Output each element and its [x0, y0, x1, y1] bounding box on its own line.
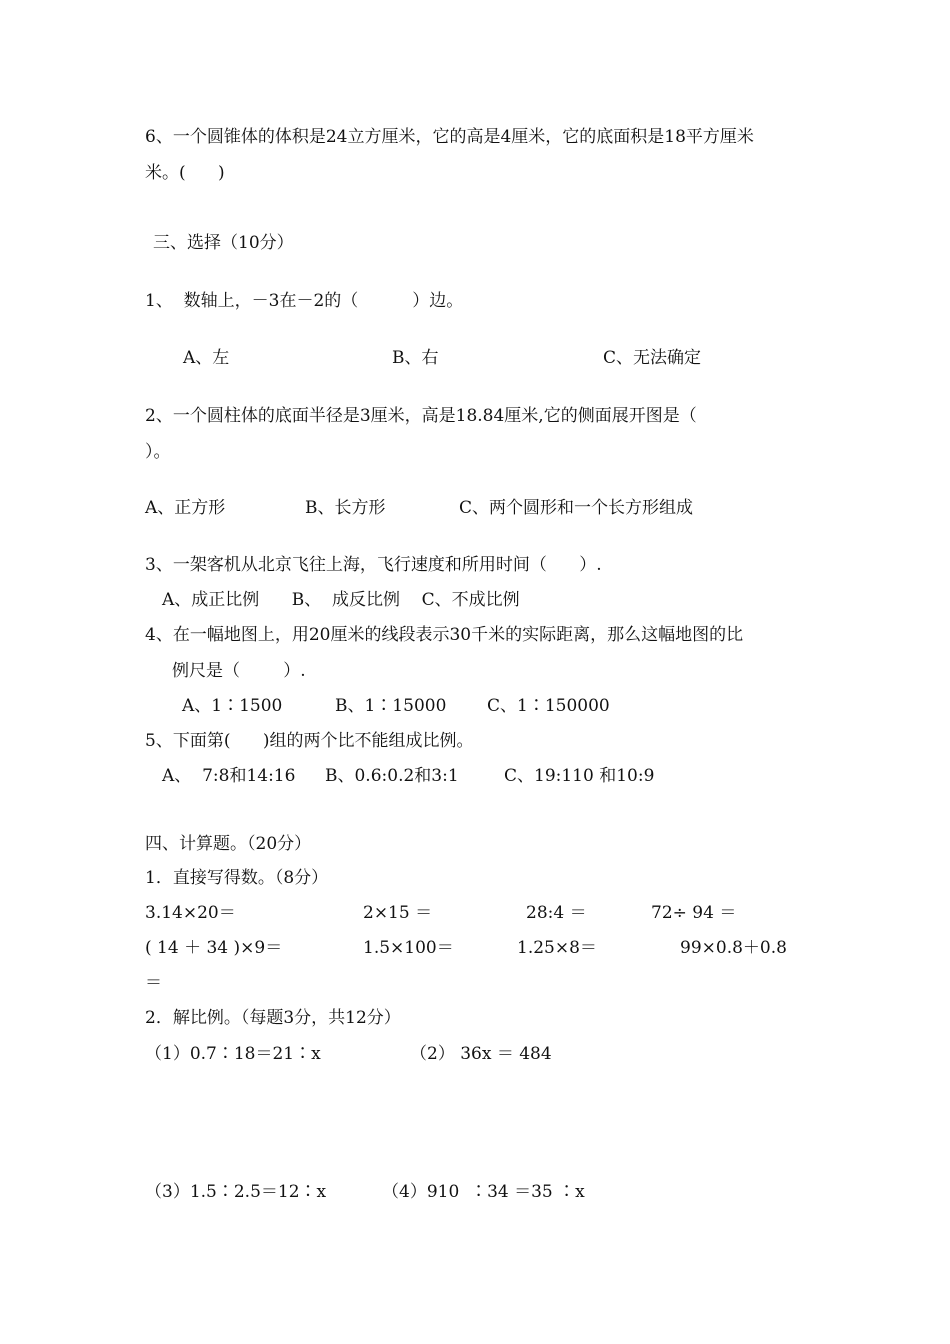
choice-4-option-c: C、1∶150000 — [487, 696, 610, 716]
choice-5-option-c: C、19:110 和10:9 — [504, 766, 655, 786]
choice-1-option-c: C、无法确定 — [603, 348, 702, 368]
choice-1-option-b: B、右 — [392, 348, 439, 368]
subsection-title: 1．直接写得数。（8分） — [145, 868, 329, 888]
choice-4-line-2: 例尺是（ ）. — [172, 661, 306, 681]
choice-2-option-c: C、两个圆形和一个长方形组成 — [459, 498, 694, 518]
choice-3-stem: 3、一架客机从北京飞往上海，飞行速度和所用时间（ ）. — [145, 555, 602, 575]
calc-item: 2×15 ＝ — [363, 903, 433, 923]
calc-item: 72÷ 94 ＝ — [651, 903, 737, 923]
choice-1-option-a: A、左 — [183, 348, 230, 368]
choice-1-stem: 1、 数轴上，－3在－2的（ ）边。 — [145, 291, 464, 311]
question-6-line-1: 6、一个圆锥体的体积是24立方厘米，它的高是4厘米，它的底面积是18平方厘米 — [145, 127, 754, 147]
proportion-problem: （4）910 ∶34 ＝35 ∶x — [382, 1182, 585, 1202]
choice-5-option-b: B、0.6:0.2和3:1 — [325, 766, 459, 786]
choice-5-option-a: A、 7:8和14:16 — [162, 766, 296, 786]
choice-2-line-2: ）。 — [145, 442, 171, 462]
choice-5-stem: 5、下面第( )组的两个比不能组成比例。 — [145, 731, 474, 751]
choice-3-options: A、成正比例 B、 成反比例 C、不成比例 — [162, 590, 520, 610]
choice-4-line-1: 4、在一幅地图上，用20厘米的线段表示30千米的实际距离，那么这幅地图的比 — [145, 625, 744, 645]
calc-item: 1.25×8＝ — [517, 938, 597, 958]
calc-item: 1.5×100＝ — [363, 938, 454, 958]
proportion-problem: （2） 36x ＝ 484 — [410, 1044, 552, 1064]
calc-item-tail: ＝ — [145, 973, 162, 993]
choice-2-option-a: A、正方形 — [145, 498, 226, 518]
choice-2-option-b: B、长方形 — [305, 498, 386, 518]
proportion-problem: （3）1.5∶2.5＝12∶x — [145, 1182, 327, 1202]
choice-4-option-b: B、1∶15000 — [335, 696, 447, 716]
question-6-line-2: 米。( ) — [145, 163, 225, 183]
calc-item: 99×0.8＋0.8 — [680, 938, 787, 958]
calc-item: 3.14×20＝ — [145, 903, 236, 923]
choice-2-line-1: 2、一个圆柱体的底面半径是3厘米，高是18.84厘米,它的侧面展开图是（ — [145, 406, 697, 426]
section-title: 三、选择（10分） — [153, 233, 294, 253]
calc-item: 28:4 ＝ — [526, 903, 587, 923]
section-title: 四、计算题。（20分） — [145, 834, 312, 854]
choice-4-option-a: A、1∶1500 — [182, 696, 283, 716]
calc-item: ( 14 ＋ 34 )×9＝ — [145, 938, 283, 958]
subsection-title: 2．解比例。（每题3分，共12分） — [145, 1008, 401, 1028]
proportion-problem: （1）0.7∶18＝21∶x — [145, 1044, 321, 1064]
